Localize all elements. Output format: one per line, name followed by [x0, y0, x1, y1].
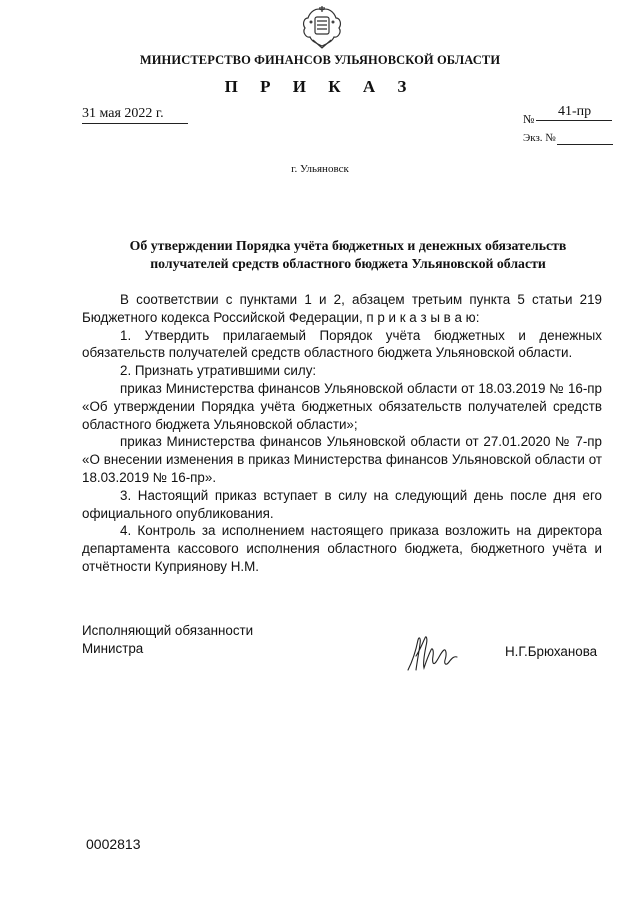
handwritten-signature	[404, 632, 460, 674]
copy-number-line	[557, 144, 613, 145]
document-serial-number: 0002813	[86, 836, 141, 852]
signatory-position	[82, 622, 253, 658]
document-type-title: П Р И К А З	[224, 77, 416, 96]
signatory-position-line1: Исполняющий обязанности	[82, 623, 254, 638]
signatory-name: Н.Г.Брюханова	[505, 644, 598, 659]
item-4-paragraph: 4. Контроль за исполнением настоящего приказа возложить на директора департамента кассового исполнения областного бюджета, бюджетного учёта и отчётности Куприянову Н.М.	[82, 523, 602, 574]
copy-number-label: Экз. №	[523, 132, 556, 144]
item-2-paragraph: 2. Признать утратившими силу:	[120, 363, 317, 379]
order-subject: Об утверждении Порядка учёта бюджетных и денежных обязательств получателей средств областного бюджета Ульяновской области	[129, 238, 567, 271]
order-body	[82, 291, 602, 576]
order-number-label: №	[523, 112, 535, 126]
item-3-paragraph: 3. Настоящий приказ вступает в силу на следующий день после дня его официального опубликования.	[82, 487, 602, 521]
coat-of-arms-icon	[298, 4, 346, 50]
repealed-order-1: приказ Министерства финансов Ульяновской области от 18.03.2019 № 16-пр «Об утверждении Порядка учёта бюджетных обязательств получателей средств областного бюджета Ульяновской области»;	[82, 380, 602, 432]
order-number: 41-пр	[536, 104, 612, 121]
order-date: 31 мая 2022 г.	[82, 106, 188, 124]
city: г. Ульяновск	[291, 163, 349, 175]
preamble-paragraph: В соответствии с пунктами 1 и 2, абзацем третьим пункта 5 статьи 219 Бюджетного кодекса Российской Федерации, п р и к а з ы в а ю:	[82, 292, 602, 325]
signatory-position-line2: Министра	[82, 641, 144, 656]
item-1-paragraph: 1. Утвердить прилагаемый Порядок учёта бюджетных и денежных обязательств получателей средств областного бюджета Ульяновской области.	[82, 327, 602, 361]
ministry-name: МИНИСТЕРСТВО ФИНАНСОВ УЛЬЯНОВСКОЙ ОБЛАСТИ	[139, 53, 501, 67]
repealed-order-2: приказ Министерства финансов Ульяновской области от 27.01.2020 № 7-пр «О внесении изменения в приказ Министерства финансов Ульяновской области от 18.03.2019 № 16-пр».	[82, 434, 602, 485]
